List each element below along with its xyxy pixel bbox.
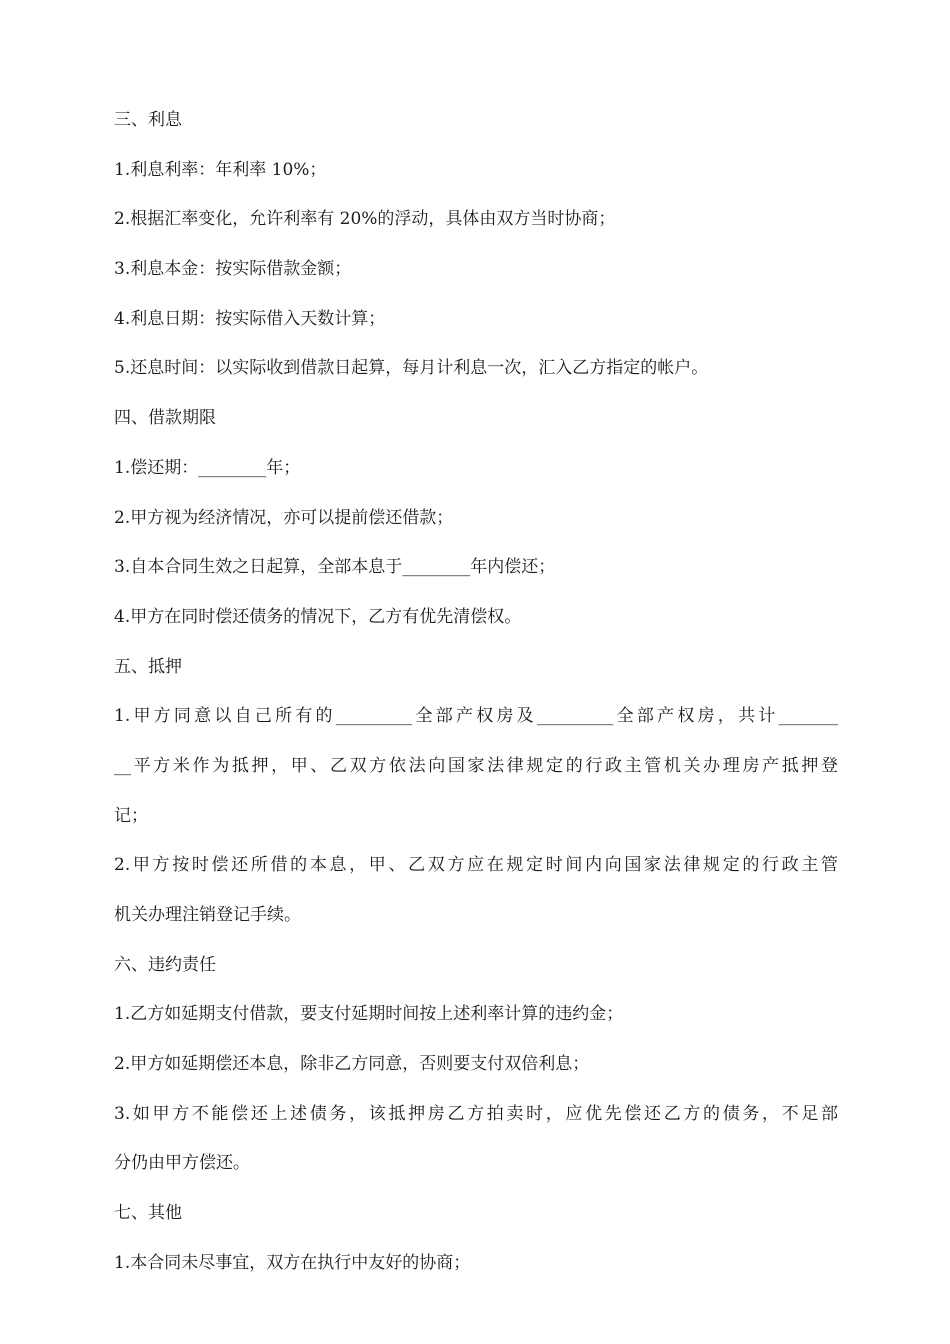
breach-clause-3-line-1: 3.如甲方不能偿还上述债务，该抵押房乙方拍卖时，应优先偿还乙方的债务，不足部 [114,1103,838,1124]
loan-term-clause-3: 3.自本合同生效之日起算，全部本息于________年内偿还； [114,557,556,578]
section-heading-interest: 三、利息 [114,110,182,130]
breach-clause-3-line-2: 分仍由甲方偿还。 [114,1153,250,1174]
section-heading-other: 七、其他 [114,1203,182,1224]
other-clause-1: 1.本合同未尽事宜，双方在执行中友好的协商； [114,1252,471,1273]
mortgage-clause-1-line-2: __平方米作为抵押，甲、乙双方依法向国家法律规定的行政主管机关办理房产抵押登 [114,755,838,776]
interest-clause-5: 5.还息时间：以实际收到借款日起算，每月计利息一次，汇入乙方指定的帐户。 [114,358,709,379]
interest-clause-3: 3.利息本金：按实际借款金额； [114,259,352,280]
mortgage-clause-2-line-2: 机关办理注销登记手续。 [114,905,301,925]
section-heading-loan-term: 四、借款期限 [114,408,216,429]
interest-clause-1: 1.利息利率：年利率 10%； [114,159,327,180]
section-heading-breach: 六、违约责任 [114,954,216,975]
document-page [114,96,838,1289]
breach-clause-2: 2.甲方如延期偿还本息，除非乙方同意，否则要支付双倍利息； [114,1054,590,1075]
interest-clause-4: 4.利息日期：按实际借入天数计算； [114,308,386,329]
loan-term-clause-4: 4.甲方在同时偿还债务的情况下，乙方有优先清偿权。 [114,606,522,627]
mortgage-clause-1-line-3: 记； [114,805,148,826]
section-heading-mortgage: 五、抵押 [114,656,182,677]
mortgage-clause-1-line-1: 1.甲方同意以自己所有的_________全部产权房及_________全部产权房，共计_______ [114,706,838,727]
interest-clause-2: 2.根据汇率变化，允许利率有 20%的浮动，具体由双方当时协商； [114,209,616,230]
loan-term-clause-2: 2.甲方视为经济情况，亦可以提前偿还借款； [114,507,454,528]
loan-term-clause-1: 1.偿还期：________年； [114,457,301,478]
mortgage-clause-2-line-1: 2.甲方按时偿还所借的本息，甲、乙双方应在规定时间内向国家法律规定的行政主管 [114,855,838,876]
breach-clause-1: 1.乙方如延期支付借款，要支付延期时间按上述利率计算的违约金； [114,1004,624,1025]
